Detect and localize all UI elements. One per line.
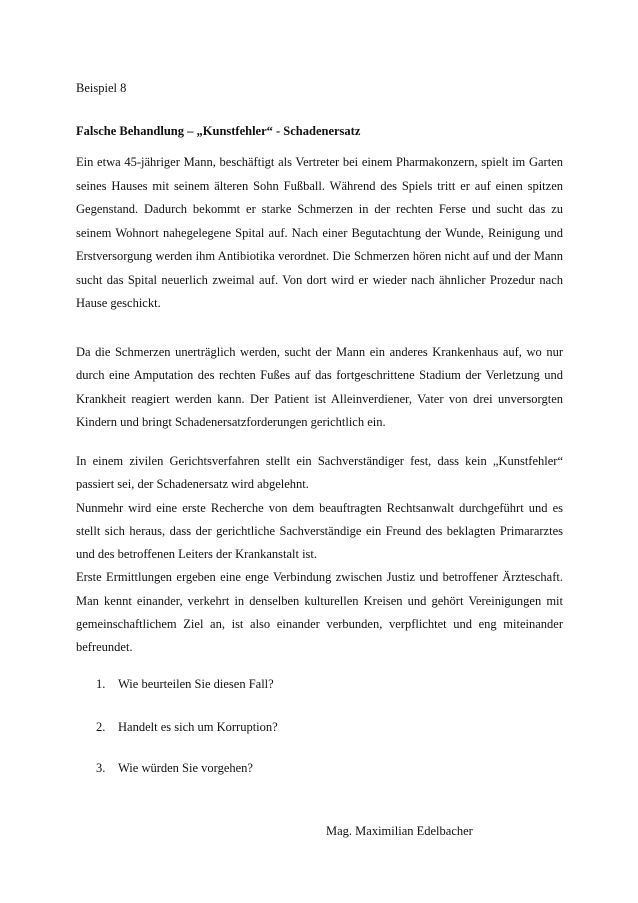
- question-text: Wie beurteilen Sie diesen Fall?: [118, 677, 274, 691]
- author-signature: Mag. Maximilian Edelbacher: [326, 824, 473, 838]
- lawyer-research-text: Nunmehr wird eine erste Recherche von dem beauftragten Rechtsanwalt durchgeführt und es stellt sich heraus, dass der gerichtliche Sachverständige ein Freund des beklagten Primararztes und des betroffenen Leiters der Krankanstalt ist.: [76, 500, 563, 562]
- paragraph-amputation: Da die Schmerzen unerträglich werden, sucht der Mann ein anderes Krankenhaus auf, wo nur durch eine Amputation des rechten Fußes auf das fortgeschrittene Stadium der Verletzung und Krankheit reagiert werden kann. Der Patient ist Alleinverdiener, Vater von drei unversorgten Kindern und bringt Schadenersatzforderungen gerichtlich ein.: [76, 345, 563, 429]
- question-number: 3.: [96, 761, 106, 775]
- question-number: 2.: [96, 720, 106, 734]
- question-text: Wie würden Sie vorgehen?: [118, 761, 253, 775]
- question-text: Handelt es sich um Korruption?: [118, 720, 278, 734]
- question-item: [96, 719, 278, 735]
- paragraph-court-proceedings: [76, 450, 563, 660]
- example-label: Beispiel 8: [76, 81, 127, 95]
- document-title: Falsche Behandlung – „Kunstfehler“ - Schadenersatz: [76, 124, 361, 138]
- court-finding-text: In einem zivilen Gerichtsverfahren stellt ein Sachverständiger fest, dass kein „Kunstfehler“ passiert sei, der Schadenersatz wird abgelehnt.: [76, 454, 563, 492]
- paragraph-case-description: Ein etwa 45-jähriger Mann, beschäftigt als Vertreter bei einem Pharmakonzern, spielt im Garten seines Hauses mit seinem älteren Sohn Fußball. Während des Spiels tritt er auf einen spitzen Gegenstand. Dadurch bekommt er starke Schmerzen in der rechten Ferse und sucht das zu seinem Wohnort nahegelegene Spital auf. Nach einer Begutachtung der Wunde, Reinigung und Erstversorgung werden ihm Antibiotika verordnet. Die Schmerzen hören nicht auf und der Mann sucht das Spital neuerlich zweimal auf. Von dort wird er wieder nach ähnlicher Prozedur nach Hause geschickt.: [76, 155, 563, 310]
- question-item: [96, 760, 253, 776]
- question-item: [96, 676, 274, 692]
- question-number: 1.: [96, 677, 106, 691]
- investigation-text: Erste Ermittlungen ergeben eine enge Verbindung zwischen Justiz und betroffener Ärzteschaft. Man kennt einander, verkehrt in denselben kulturellen Kreisen und gehört Vereinigungen mit gemeinschaftlichem Ziel an, ist also einander verbunden, verpflichtet und eng miteinander befreundet.: [76, 570, 563, 655]
